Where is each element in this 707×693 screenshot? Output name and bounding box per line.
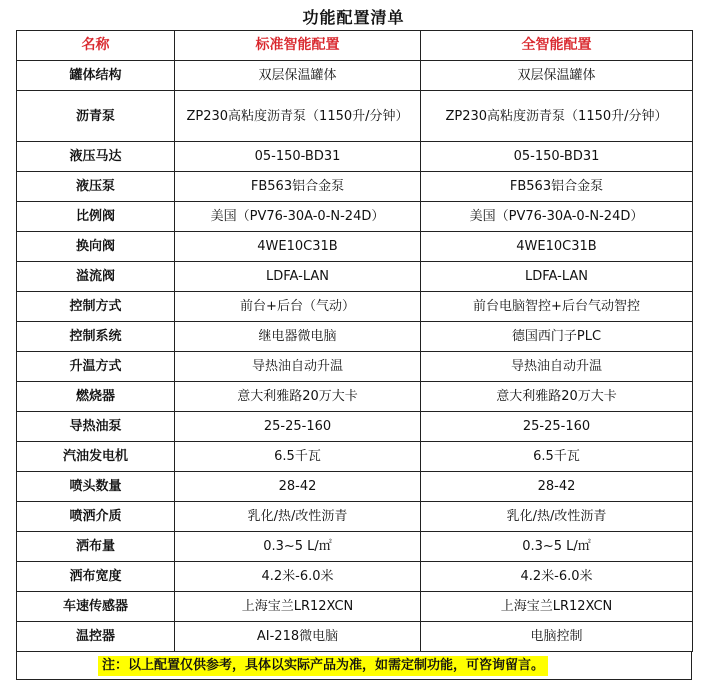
- row-full-cell: 6.5千瓦: [421, 442, 693, 472]
- row-name-cell: 喷洒介质: [17, 502, 175, 532]
- row-name-cell: 溢流阀: [17, 262, 175, 292]
- row-standard-cell: 意大利雅路20万大卡: [175, 382, 421, 412]
- row-name-cell: 汽油发电机: [17, 442, 175, 472]
- row-full-cell: 25-25-160: [421, 412, 693, 442]
- row-standard-cell: 0.3~5 L/㎡: [175, 532, 421, 562]
- notice-text: 注：以上配置仅供参考，具体以实际产品为准，如需定制功能，可咨询留言。: [98, 656, 548, 676]
- table-row: [17, 502, 693, 532]
- row-name-cell: 沥青泵: [17, 91, 175, 142]
- row-name-cell: 控制方式: [17, 292, 175, 322]
- row-standard-cell: 28-42: [175, 472, 421, 502]
- row-name-cell: 液压泵: [17, 172, 175, 202]
- table-row: [17, 142, 693, 172]
- row-full-cell: 上海宝兰LR12XCN: [421, 592, 693, 622]
- table-row: [17, 292, 693, 322]
- row-standard-cell: 上海宝兰LR12XCN: [175, 592, 421, 622]
- table-row: [17, 202, 693, 232]
- row-standard-cell: 4WE10C31B: [175, 232, 421, 262]
- row-name-cell: 洒布宽度: [17, 562, 175, 592]
- row-standard-cell: 前台+后台（气动）: [175, 292, 421, 322]
- row-name-cell: 液压马达: [17, 142, 175, 172]
- table-row: [17, 322, 693, 352]
- row-full-cell: LDFA-LAN: [421, 262, 693, 292]
- row-full-cell: 前台电脑智控+后台气动智控: [421, 292, 693, 322]
- table-row: [17, 532, 693, 562]
- row-full-cell: 乳化/热/改性沥青: [421, 502, 693, 532]
- page-title: 功能配置清单: [302, 8, 405, 27]
- table-header-row: [17, 31, 693, 61]
- table-row: [17, 412, 693, 442]
- row-standard-cell: 乳化/热/改性沥青: [175, 502, 421, 532]
- row-full-cell: 美国（PV76-30A-0-N-24D）: [421, 202, 693, 232]
- row-standard-cell: ZP230高粘度沥青泵（1150升/分钟）: [175, 91, 421, 142]
- row-name-cell: 罐体结构: [17, 61, 175, 91]
- row-full-cell: 0.3~5 L/㎡: [421, 532, 693, 562]
- row-standard-cell: 继电器微电脑: [175, 322, 421, 352]
- row-standard-cell: 美国（PV76-30A-0-N-24D）: [175, 202, 421, 232]
- header-standard: 标准智能配置: [175, 31, 421, 61]
- row-standard-cell: 6.5千瓦: [175, 442, 421, 472]
- row-name-cell: 燃烧器: [17, 382, 175, 412]
- row-name-cell: 升温方式: [17, 352, 175, 382]
- header-name: 名称: [17, 31, 175, 61]
- header-full: 全智能配置: [421, 31, 693, 61]
- row-name-cell: 喷头数量: [17, 472, 175, 502]
- row-full-cell: 意大利雅路20万大卡: [421, 382, 693, 412]
- row-full-cell: 28-42: [421, 472, 693, 502]
- row-standard-cell: 导热油自动升温: [175, 352, 421, 382]
- row-name-cell: 车速传感器: [17, 592, 175, 622]
- table-row: [17, 472, 693, 502]
- table-row: [17, 622, 693, 652]
- table-row: [17, 562, 693, 592]
- row-standard-cell: 25-25-160: [175, 412, 421, 442]
- row-full-cell: 导热油自动升温: [421, 352, 693, 382]
- row-standard-cell: 05-150-BD31: [175, 142, 421, 172]
- row-full-cell: 德国西门子PLC: [421, 322, 693, 352]
- row-full-cell: 4.2米-6.0米: [421, 562, 693, 592]
- row-standard-cell: 双层保温罐体: [175, 61, 421, 91]
- row-name-cell: 控制系统: [17, 322, 175, 352]
- table-row: [17, 352, 693, 382]
- row-standard-cell: 4.2米-6.0米: [175, 562, 421, 592]
- row-name-cell: 洒布量: [17, 532, 175, 562]
- table-row: [17, 61, 693, 91]
- table-row: [17, 592, 693, 622]
- row-standard-cell: AI-218微电脑: [175, 622, 421, 652]
- row-full-cell: 双层保温罐体: [421, 61, 693, 91]
- row-name-cell: 温控器: [17, 622, 175, 652]
- row-full-cell: 05-150-BD31: [421, 142, 693, 172]
- config-table: [16, 30, 693, 652]
- row-name-cell: 换向阀: [17, 232, 175, 262]
- table-row: [17, 262, 693, 292]
- row-full-cell: ZP230高粘度沥青泵（1150升/分钟）: [421, 91, 693, 142]
- row-full-cell: 电脑控制: [421, 622, 693, 652]
- table-row: [17, 91, 693, 142]
- row-standard-cell: FB563铝合金泵: [175, 172, 421, 202]
- row-name-cell: 比例阀: [17, 202, 175, 232]
- row-full-cell: 4WE10C31B: [421, 232, 693, 262]
- table-row: [17, 382, 693, 412]
- table-row: [17, 232, 693, 262]
- row-name-cell: 导热油泵: [17, 412, 175, 442]
- table-row: [17, 442, 693, 472]
- row-standard-cell: LDFA-LAN: [175, 262, 421, 292]
- row-full-cell: FB563铝合金泵: [421, 172, 693, 202]
- table-row: [17, 172, 693, 202]
